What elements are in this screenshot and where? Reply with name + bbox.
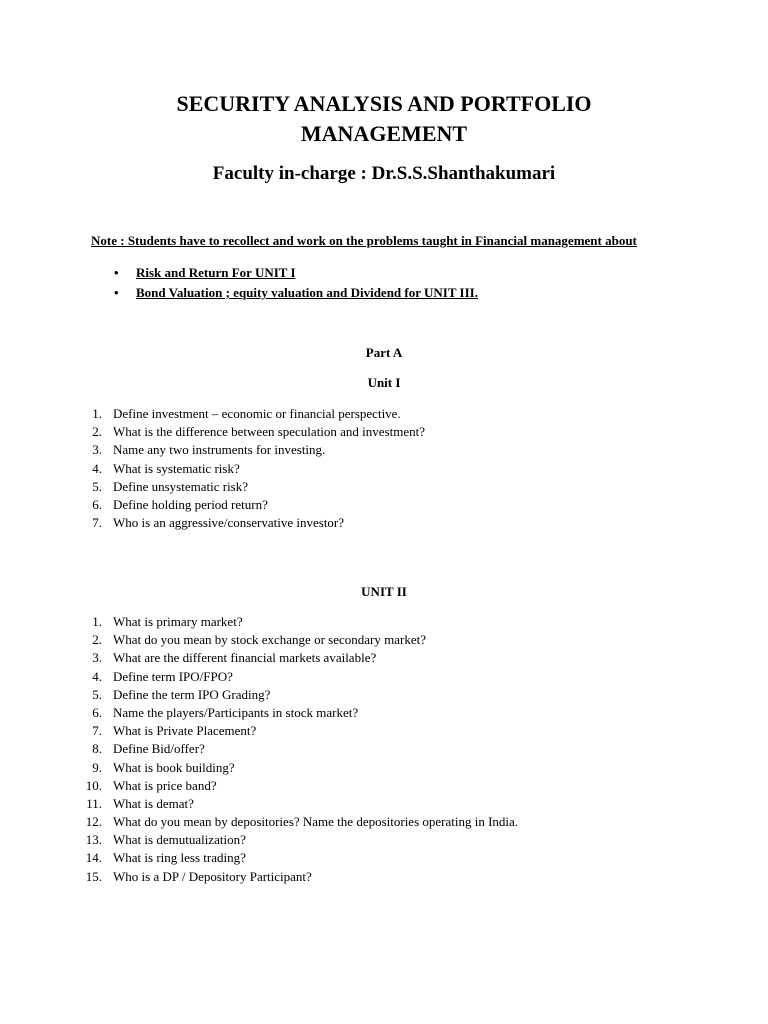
question-text: Name any two instruments for investing. — [113, 442, 326, 458]
question-number: 1. — [92, 406, 102, 421]
question-number: 11. — [86, 795, 102, 811]
question-item — [0, 868, 768, 886]
bullet-text: Bond Valuation ; equity valuation and Dividend for UNIT III. — [136, 285, 478, 300]
question-text: What is the difference between speculation and investment? — [113, 424, 425, 440]
question-text: Name the players/Participants in stock market? — [113, 704, 359, 720]
question-text: Define term IPO/FPO? — [113, 668, 233, 684]
question-item — [0, 478, 768, 496]
document-title-line2: MANAGEMENT — [300, 121, 468, 146]
question-item — [0, 631, 768, 649]
document-title-line1: SECURITY ANALYSIS AND PORTFOLIO — [176, 91, 592, 116]
question-number: 7. — [92, 723, 102, 739]
question-item — [0, 722, 768, 740]
question-item — [0, 831, 768, 849]
question-number: 4. — [92, 668, 102, 684]
question-item — [0, 795, 768, 813]
question-text: Who is an aggressive/conservative investor? — [113, 515, 345, 531]
question-item — [0, 514, 768, 532]
question-number: 2. — [92, 632, 102, 648]
question-number: 9. — [92, 759, 102, 775]
question-text: What is Private Placement? — [113, 723, 257, 739]
question-text: What is price band? — [113, 777, 217, 793]
question-item — [0, 740, 768, 758]
unit1-question-list — [0, 405, 768, 532]
question-number: 4. — [92, 460, 102, 476]
unit2-question-list — [0, 613, 768, 886]
question-text: What is demat? — [113, 795, 194, 811]
question-text: Define investment – economic or financial perspective. — [113, 406, 401, 421]
question-text: What are the different financial markets available? — [113, 650, 377, 666]
question-text: What is book building? — [113, 759, 235, 775]
note-text: Note : Students have to recollect and work on the problems taught in Financial management about — [91, 233, 637, 248]
question-item — [0, 759, 768, 777]
question-text: What is ring less trading? — [113, 850, 246, 866]
part-a-heading: Part A — [365, 345, 403, 360]
question-item — [0, 849, 768, 867]
note-bullet-list — [0, 263, 768, 303]
question-text: What do you mean by depositories? Name the depositories operating in India. — [113, 814, 519, 830]
bullet-icon: • — [114, 285, 119, 300]
question-item — [0, 668, 768, 686]
question-number: 15. — [85, 868, 102, 884]
bullet-item — [0, 263, 768, 283]
question-item — [0, 613, 768, 631]
question-number: 1. — [92, 614, 102, 629]
question-number: 12. — [85, 814, 102, 830]
question-text: What is primary market? — [113, 614, 243, 629]
question-text: What is systematic risk? — [113, 460, 240, 476]
question-text: Who is a DP / Depository Participant? — [113, 868, 312, 884]
question-text: Define Bid/offer? — [113, 741, 205, 757]
question-number: 3. — [92, 650, 102, 666]
question-number: 5. — [92, 686, 102, 702]
question-number: 8. — [92, 741, 102, 757]
question-item — [0, 704, 768, 722]
question-text: Define the term IPO Grading? — [113, 686, 271, 702]
question-text: Define holding period return? — [113, 496, 268, 512]
question-item — [0, 441, 768, 459]
question-number: 3. — [92, 442, 102, 458]
question-number: 6. — [92, 496, 102, 512]
bullet-icon: • — [114, 265, 119, 280]
bullet-item — [0, 283, 768, 303]
question-item — [0, 686, 768, 704]
question-item — [0, 405, 768, 423]
question-number: 5. — [92, 478, 102, 494]
unit1-heading: Unit I — [367, 375, 401, 390]
question-text: Define unsystematic risk? — [113, 478, 249, 494]
question-number: 10. — [85, 777, 102, 793]
question-number: 7. — [92, 515, 102, 531]
question-text: What do you mean by stock exchange or secondary market? — [113, 632, 426, 648]
question-number: 6. — [92, 704, 102, 720]
question-item — [0, 777, 768, 795]
question-text: What is demutualization? — [113, 832, 246, 848]
question-item — [0, 496, 768, 514]
question-item — [0, 423, 768, 441]
question-item — [0, 460, 768, 478]
faculty-line: Faculty in-charge : Dr.S.S.Shanthakumari — [212, 163, 556, 184]
question-number: 13. — [85, 832, 102, 848]
question-number: 14. — [85, 850, 102, 866]
question-item — [0, 813, 768, 831]
unit2-heading: UNIT II — [361, 584, 407, 599]
question-item — [0, 649, 768, 667]
question-number: 2. — [92, 424, 102, 440]
bullet-text: Risk and Return For UNIT I — [136, 265, 296, 280]
